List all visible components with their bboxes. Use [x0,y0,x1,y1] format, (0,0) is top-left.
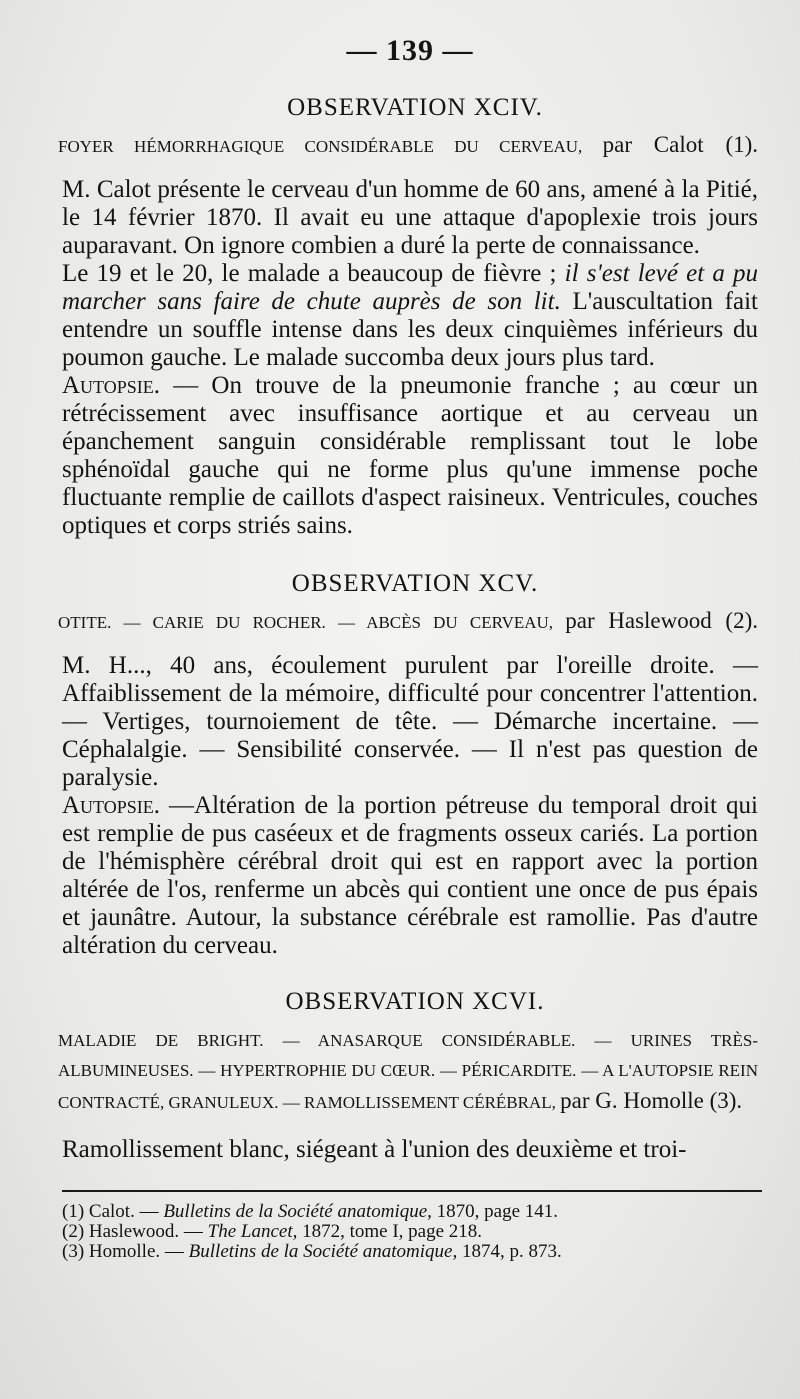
footnote-reference: 1874, p. 873. [462,1241,562,1262]
observation-94-autopsy [62,372,758,540]
observation-94-p2-end: L'auscultation fait entendre un souffle intense dans les deux cinquièmes inférieurs du poumon gauche. Le malade succomba deux jours plus tard. [62,288,758,371]
footnote-author: Calot. — [88,1201,159,1222]
footnote-source: Bulletins de la Société anatomique, [163,1201,432,1222]
footnote-reference: 1870, page 141. [436,1201,559,1222]
footnote-author: Homolle. — [88,1241,184,1262]
observation-94-title: OBSERVATION XCIV. [287,94,543,121]
observation-96-paragraph-1: Ramollissement blanc, siégeant à l'union des deuxième et troi- [62,1136,687,1163]
observation-95-subtitle [58,608,758,634]
footnote-mark: (1) [62,1201,85,1222]
observation-95-paragraph-1: M. H..., 40 ans, écoulement purulent par l'oreille droite. — Affaiblissement de la mémoire, difficulté pour concentrer l'attention. — Vertiges, tournoiement de tête. — Démarche incertaine. — Céphalalgie. — Sensibilité conservée. — Il n'est pas question de paralysie. [62,652,758,791]
observation-95-autopsy-text: —Altération de la portion pétreuse du temporal droit qui est remplie de pus caséeux et de fragments osseux cariés. La portion de l'hémisphère cérébral droit qui est en rapport avec la portion altérée de l'os, renferme un abcès qui contient une once de pus épais et jaunâtre. Autour, la substance cérébrale est ramollie. Pas d'autre altération du cerveau. [62,792,758,959]
observation-95-subtitle-text: OTITE. — CARIE DU ROCHER. — ABCÈS DU CERVEAU, [58,613,554,632]
footnotes [62,1202,758,1262]
autopsy-label: Autopsie. [62,792,160,819]
observation-94-p2-italic: il s'est levé et a pu marcher sans faire de chute auprès de son lit. [62,260,759,315]
footnote-mark: (2) [62,1221,85,1242]
observation-96-title: OBSERVATION XCVI. [285,988,545,1015]
page-number: — 139 — [346,34,474,67]
observation-96-subtitle-text: MALADIE DE BRIGHT. — ANASARQUE CONSIDÉRABLE. — URINES TRÈS-ALBUMINEUSES. — HYPERTROPHIE DU CŒUR. — PÉRICARDITE. — A L'AUTOPSIE REIN CONTRACTÉ, GRANULEUX. — RAMOLLISSEMENT CÉRÉBRAL, [58,1031,758,1112]
footnote-source: Bulletins de la Société anatomique, [188,1241,458,1262]
observation-95-title: OBSERVATION XCV. [291,570,539,597]
observation-96-author: par G. Homolle (3). [560,1088,743,1113]
footnote-reference: 1872, tome I, page 218. [302,1221,483,1242]
footnote-3 [62,1242,758,1262]
autopsy-label: Autopsie. [62,372,160,399]
observation-94-p2-start: Le 19 et le 20, le malade a beaucoup de fièvre ; [62,260,557,287]
footnote-mark: (3) [62,1241,85,1262]
footnote-2 [62,1222,758,1242]
observation-94-author: par Calot (1). [602,132,759,157]
observation-94-subtitle [58,132,758,158]
footnote-1 [62,1202,758,1222]
observation-94-autopsy-text: — On trouve de la pneumonie franche ; au cœur un rétrécissement avec insuffisance aortique et au cerveau un épanchement sanguin considérable remplissant tout le lobe sphénoïdal gauche qui ne forme plus qu'une immense poche fluctuante remplie de caillots d'aspect raisineux. Ventricules, couches optiques et corps striés sains. [62,372,758,539]
observation-95-autopsy [62,792,758,960]
footnote-author: Haslewood. — [88,1221,203,1242]
observation-94-paragraph-2 [62,260,758,372]
observation-94-paragraph-1: M. Calot présente le cerveau d'un homme de 60 ans, amené à la Pitié, le 14 février 1870. Il avait eu une attaque d'apoplexie trois jours auparavant. On ignore combien a duré la perte de connaissance. [62,176,758,259]
footnote-divider [62,1190,762,1192]
observation-96-subtitle [58,1026,758,1118]
observation-95-author: par Haslewood (2). [565,608,758,633]
observation-94-subtitle-text: FOYER HÉMORRHAGIQUE CONSIDÉRABLE DU CERVEAU, [58,137,583,156]
footnote-source: The Lancet, [207,1221,298,1242]
